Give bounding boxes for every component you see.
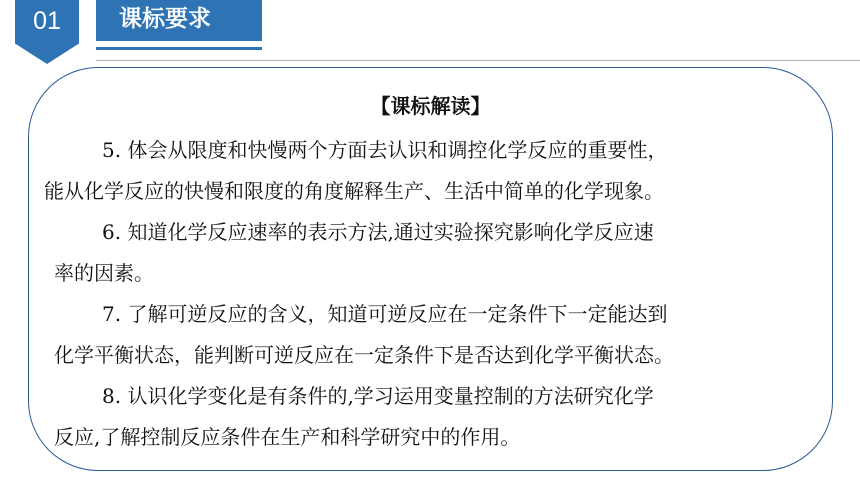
section-title-underline	[96, 47, 262, 50]
item-5-line-1: 5. 体会从限度和快慢两个方面去认识和调控化学反应的重要性，	[102, 138, 668, 162]
section-number: 01	[33, 7, 61, 35]
section-title: 课标要求	[119, 6, 211, 32]
item-6-line-1: 6. 知道化学反应速率的表示方法,通过实验探究影响化学反应速	[102, 220, 654, 244]
header-divider	[96, 60, 860, 61]
panel-heading: 【课标解读】	[370, 94, 491, 118]
item-7-line-1: 7. 了解可逆反应的含义，知道可逆反应在一定条件下一定能达到	[102, 302, 668, 326]
item-7-line-2: 化学平衡状态，能判断可逆反应在一定条件下是否达到化学平衡状态。	[54, 343, 674, 367]
item-8-line-2: 反应,了解控制反应条件在生产和科学研究中的作用。	[54, 425, 521, 449]
item-8-line-1: 8. 认识化学变化是有条件的,学习运用变量控制的方法研究化学	[102, 384, 654, 408]
item-5-line-2: 能从化学反应的快慢和限度的角度解释生产、生活中简单的化学现象。	[44, 179, 664, 203]
item-6-line-2: 率的因素。	[54, 261, 154, 285]
